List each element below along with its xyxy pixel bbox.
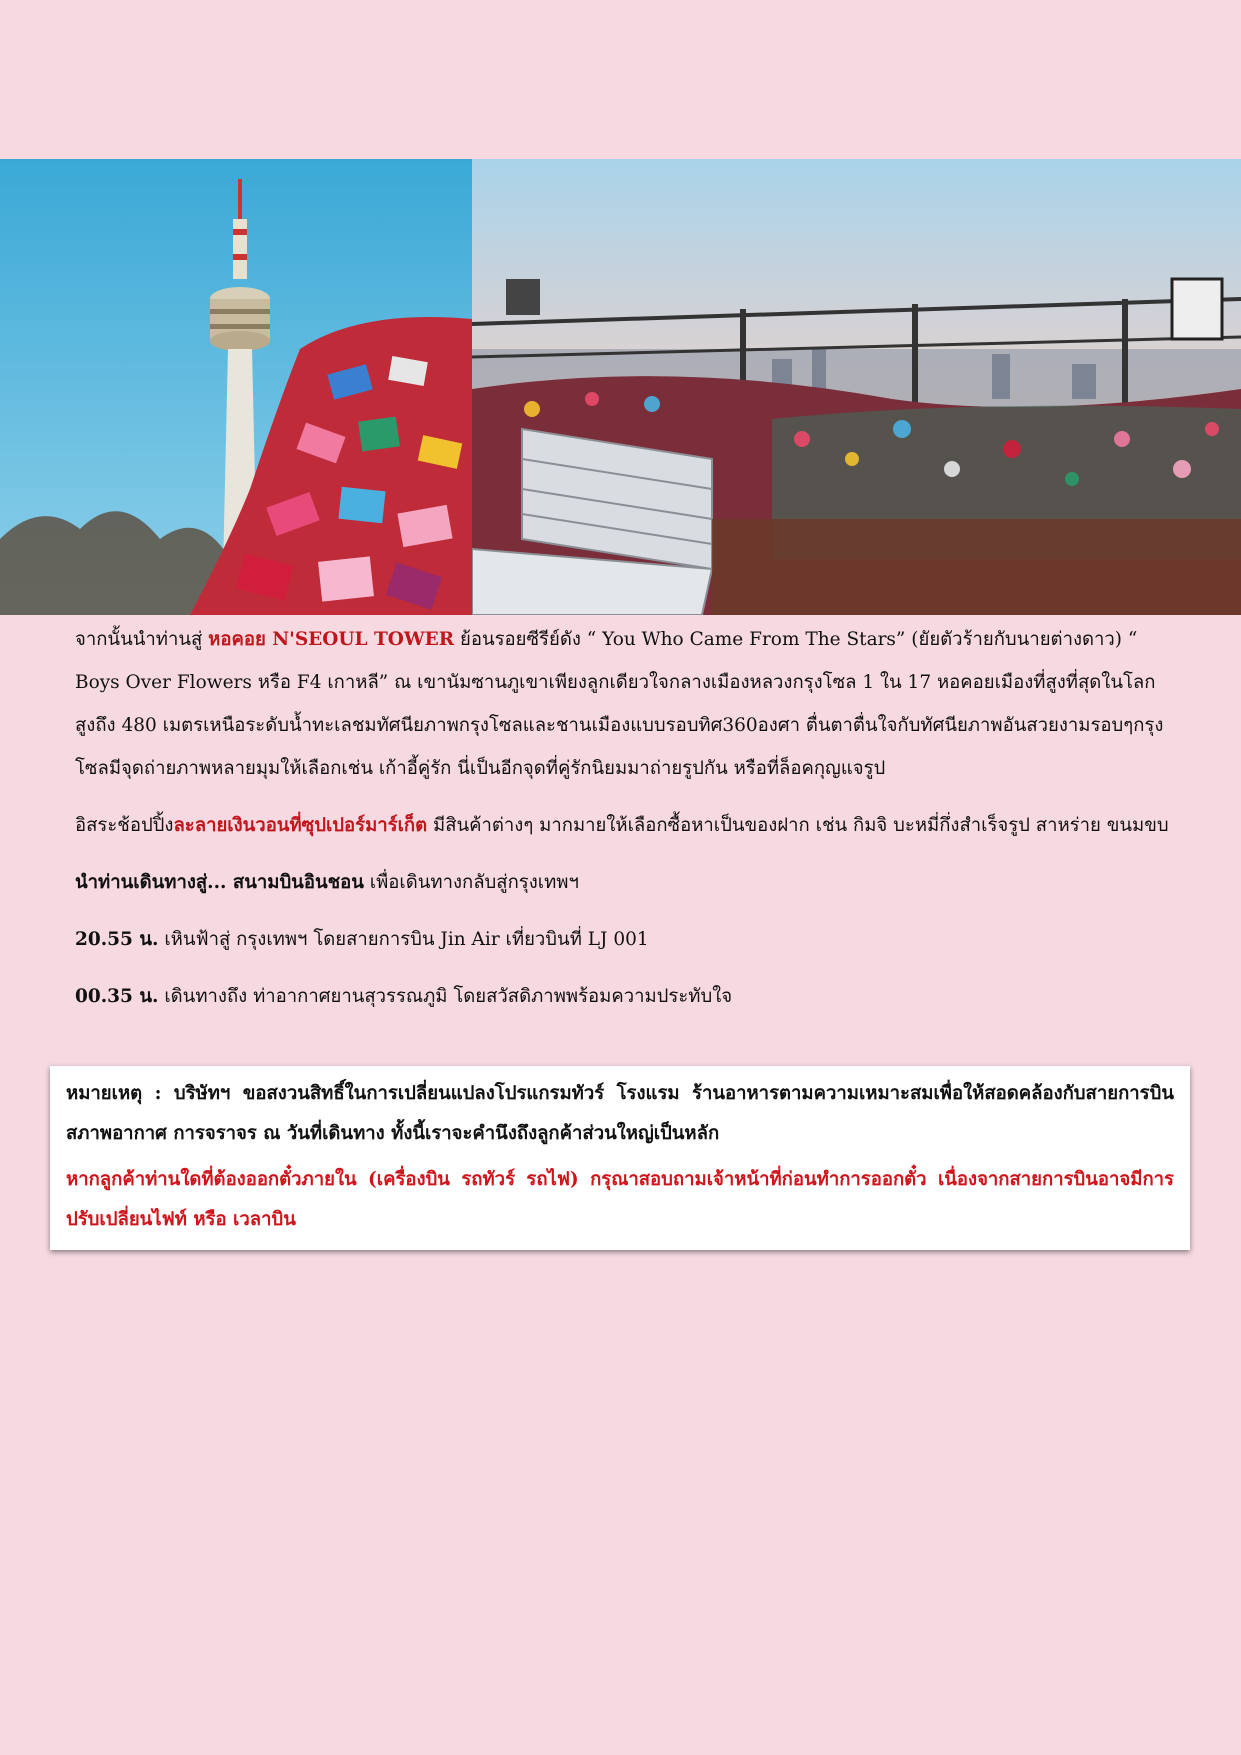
airport-paragraph xyxy=(75,861,1170,904)
seoul-tower-photo xyxy=(0,159,472,615)
p3-text-b: เพื่อเดินทางกลับสู่กรุงเทพฯ xyxy=(363,872,579,893)
shopping-paragraph xyxy=(75,804,1170,847)
p2-text-a: อิสระช้อปปิ้ง xyxy=(75,815,174,836)
supermarket-highlight: ละลายเงินวอนที่ซุปเปอร์มาร์เก็ต xyxy=(173,815,428,836)
p4-text-b: เหินฟ้าสู่ กรุงเทพฯ โดยสายการบิน Jin Air เที่ยวบินที่ LJ 001 xyxy=(158,929,649,950)
departure-paragraph xyxy=(75,918,1170,961)
itinerary-content xyxy=(75,618,1170,1018)
seoul-tower-highlight: หอคอย N'SEOUL TOWER xyxy=(208,629,455,650)
p1-text-b: ย้อนรอยซีรีย์ดัง “ You Who Came From The Stars” (ยัยตัวร้ายกับนายต่างดาว) “ Boys Over Flowers หรือ F4 เกาหลี” ณ เขานัมซานภูเขาเพียงลูกเดียวใจกลางเมืองหลวงกรุงโซล 1 ใน 17 หอคอยเมืองที่สูงที่สุดในโลก สูงถึง 480 เมตรเหนือระดับน้ำทะเลชมทัศนียภาพกรุงโซลและชานเมืองแบบรอบทิศ360องศา ตื่นตาตื่นใจกับทัศนียภาพอันสวยงามรอบๆกรุงโซลมีจุดถ่ายภาพหลายมุมให้เลือกเช่น เก้าอี้คู่รัก นี่เป็นอีกจุดที่คู่รักนิยมมาถ่ายรูปกัน หรือที่ล็อคกุญแจรูป xyxy=(75,629,1164,779)
p2-text-b: มีสินค้าต่างๆ มากมายให้เลือกซื้อหาเป็นของฝาก เช่น กิมจิ บะหมี่กึ่งสำเร็จรูป สาหร่าย ขนมขบ xyxy=(427,815,1169,836)
arrival-paragraph xyxy=(75,975,1170,1018)
airport-bold: นำท่านเดินทางสู่... สนามบินอินชอน xyxy=(75,872,364,893)
p1-text-a: จากนั้นนำท่านสู่ xyxy=(75,629,209,650)
remark-box xyxy=(50,1066,1190,1250)
departure-time: 20.55 น. xyxy=(75,929,159,950)
photo-strip xyxy=(0,159,1241,615)
seoul-tower-paragraph xyxy=(75,618,1170,790)
remark-line-1: หมายเหตุ : บริษัทฯ ขอสงวนสิทธิ์ในการเปลี่ยนแปลงโปรแกรมทัวร์ โรงแรม ร้านอาหารตามความเหมาะสมเพื่อให้สอดคล้องกับสายการบิน สภาพอากาศ การจราจร ณ วันที่เดินทาง ทั้งนี้เราจะคำนึงถึงลูกค้าส่วนใหญ่เป็นหลัก xyxy=(66,1083,1174,1144)
arrival-time: 00.35 น. xyxy=(75,986,159,1007)
remark-line-2: หากลูกค้าท่านใดที่ต้องออกตั๋วภายใน (เครื่องบิน รถทัวร์ รถไฟ) กรุณาสอบถามเจ้าหน้าที่ก่อนทำการออกตั๋ว เนื่องจากสายการบินอาจมีการปรับเปลี่ยนไฟท์ หรือ เวลาบิน xyxy=(66,1169,1174,1230)
love-lock-bench-photo xyxy=(472,159,1241,615)
p5-text-b: เดินทางถึง ท่าอากาศยานสุวรรณภูมิ โดยสวัสดิภาพพร้อมความประทับใจ xyxy=(158,986,733,1007)
